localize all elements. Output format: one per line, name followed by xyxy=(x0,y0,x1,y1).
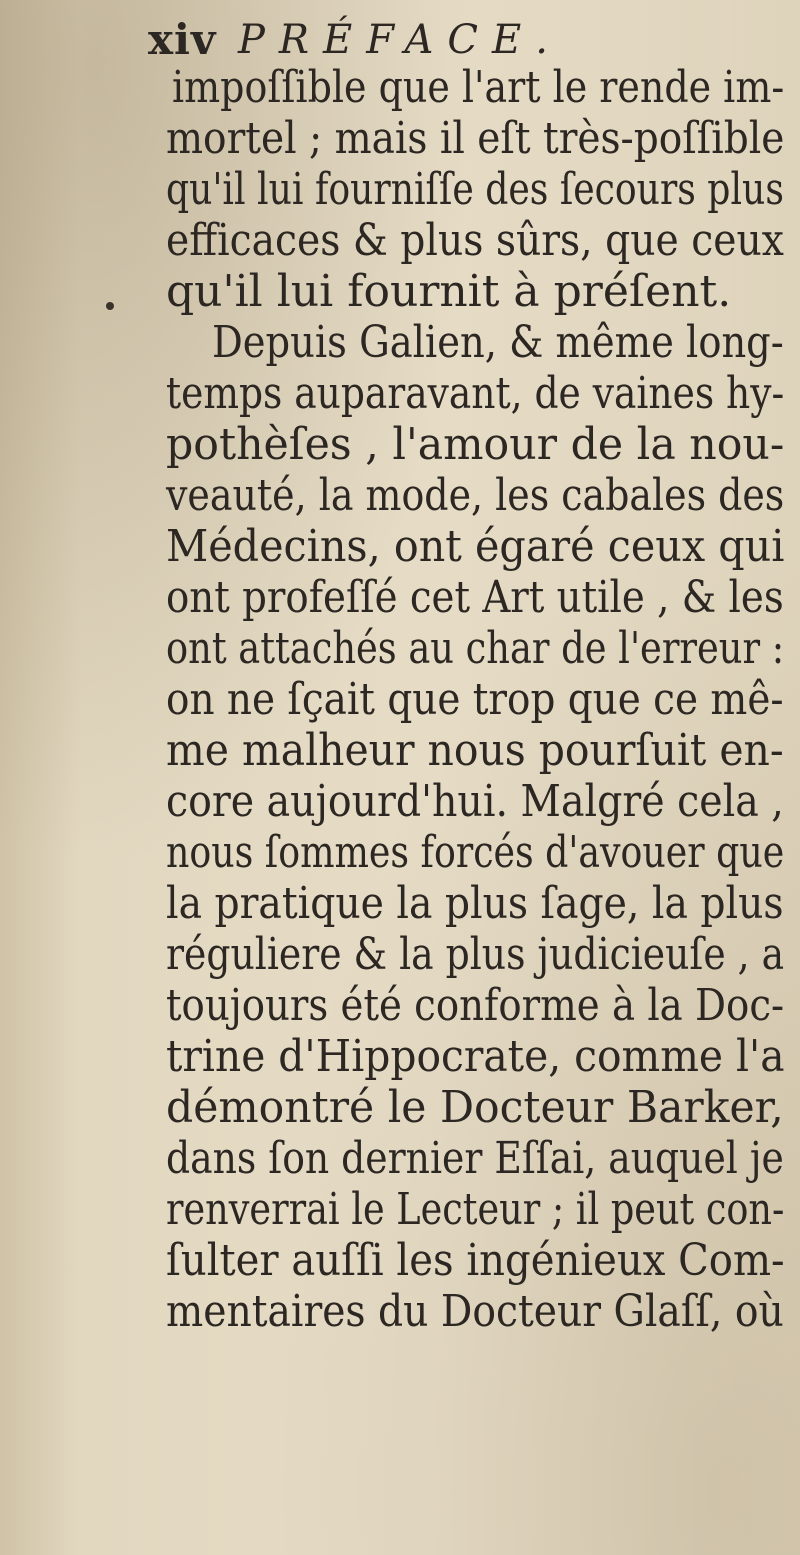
running-title: PRÉFACE. xyxy=(238,17,562,63)
text-line: démontré le Docteur Barker, xyxy=(166,1082,784,1133)
text-line: veauté, la mode, les cabales des xyxy=(166,470,785,521)
text-line: renverrai le Lecteur ; il peut con- xyxy=(166,1184,785,1235)
text-line: mortel ; mais il eſt très-poſſible xyxy=(166,113,785,164)
text-line: ont attachés au char de l'erreur : xyxy=(166,623,785,674)
text-line: trine d'Hippocrate, comme l'a xyxy=(166,1031,785,1082)
text-line: core aujourd'hui. Malgré cela , xyxy=(166,776,784,827)
text-line: la pratique la plus ſage, la plus xyxy=(166,878,784,929)
text-line: dans ſon dernier Eſſai, auquel je xyxy=(166,1133,784,1184)
text-line: ont profeſſé cet Art utile , & les xyxy=(166,572,784,623)
text-line: impoſſible que l'art le rende im- xyxy=(172,62,785,113)
text-line: mentaires du Docteur Glaſſ, où xyxy=(166,1286,784,1337)
text-line: pothèſes , l'amour de la nou- xyxy=(166,419,785,470)
page-number: xiv xyxy=(148,15,217,64)
ink-dot-mark xyxy=(106,302,114,310)
text-line: ſulter auſſi les ingénieux Com- xyxy=(166,1235,785,1286)
text-line: temps auparavant, de vaines hy- xyxy=(166,368,785,419)
text-line: qu'il lui fourniſſe des ſecours plus xyxy=(166,164,784,215)
text-line: me malheur nous pourſuit en- xyxy=(166,725,784,776)
text-line: Depuis Galien, & même long- xyxy=(212,317,784,368)
text-line: Médecins, ont égaré ceux qui xyxy=(166,521,785,572)
text-line: toujours été conforme à la Doc- xyxy=(166,980,785,1031)
text-line: réguliere & la plus judicieuſe , a xyxy=(166,929,785,980)
text-line: qu'il lui fournit à préſent. xyxy=(166,266,732,317)
text-line: on ne ſçait que trop que ce mê- xyxy=(166,674,784,725)
text-line: nous ſommes forcés d'avouer que xyxy=(166,827,785,878)
text-line: efficaces & plus sûrs, que ceux xyxy=(166,215,784,266)
